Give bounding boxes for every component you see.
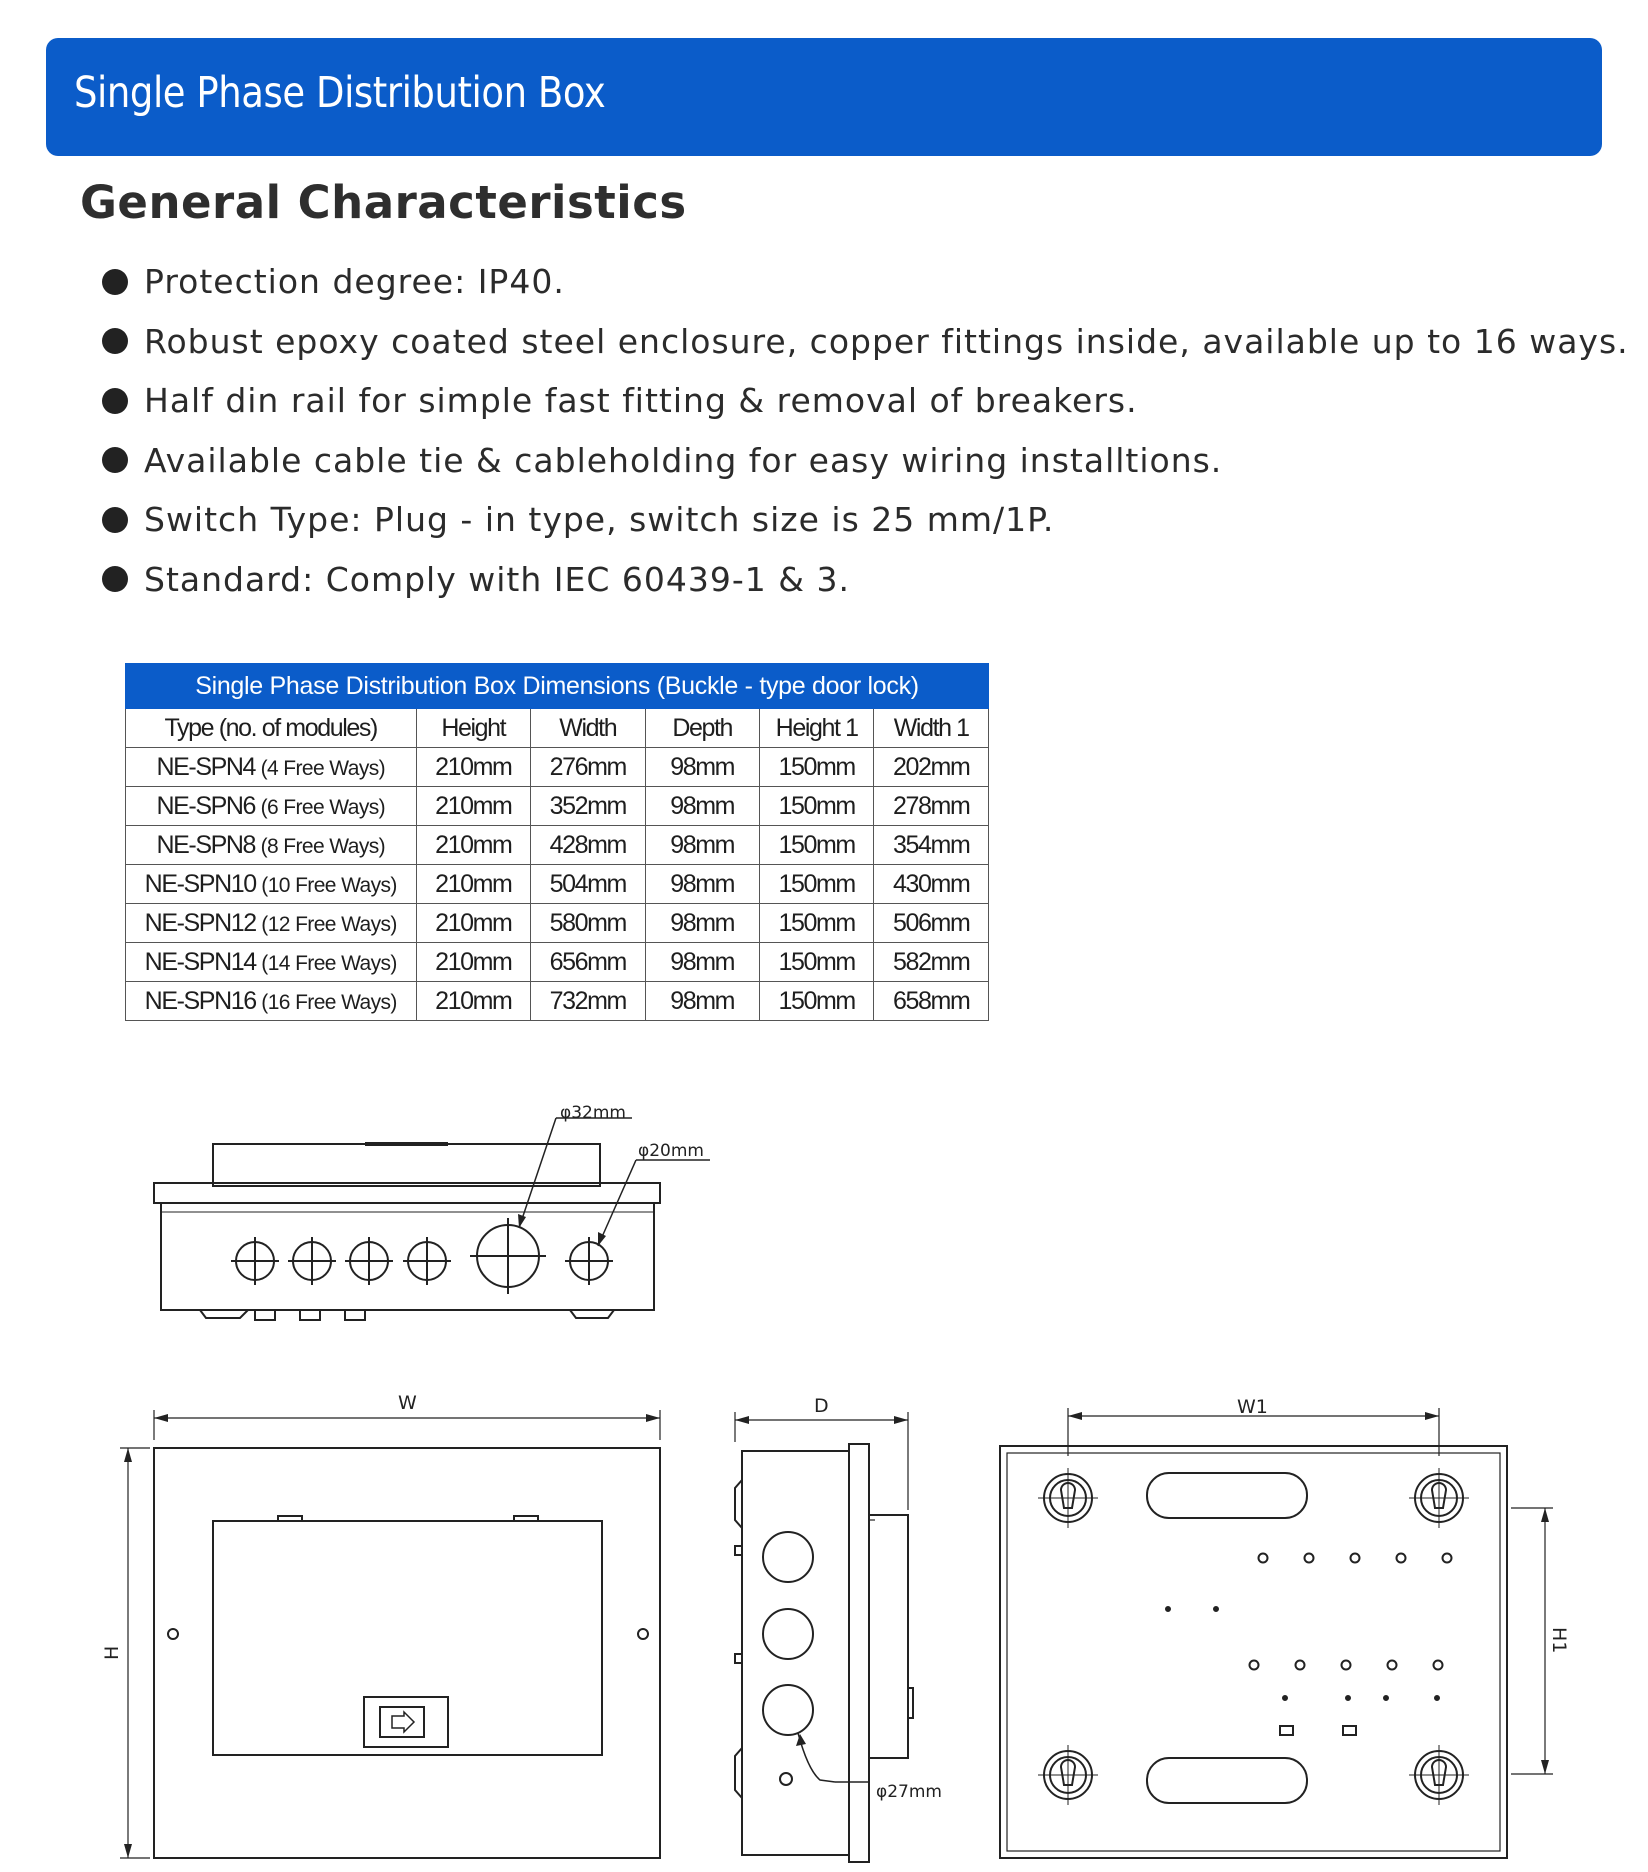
characteristic-text: Robust epoxy coated steel enclosure, copper fittings inside, available up to 16 ways. — [144, 321, 1629, 361]
width1-cell: 202mm — [874, 748, 989, 787]
height1-cell: 150mm — [759, 904, 874, 943]
type-cell: NE-SPN6 (6 Free Ways) — [126, 787, 417, 826]
height1-cell: 150mm — [759, 943, 874, 982]
type-cell: NE-SPN16 (16 Free Ways) — [126, 982, 417, 1021]
depth-cell: 98mm — [645, 982, 759, 1021]
front-view-drawing — [120, 1410, 660, 1858]
side-knockout — [763, 1609, 813, 1659]
width-cell: 732mm — [531, 982, 646, 1021]
characteristic-text: Available cable tie & cableholding for easy wiring installtions. — [144, 440, 1223, 480]
depth-cell: 98mm — [645, 787, 759, 826]
height-cell: 210mm — [416, 748, 531, 787]
keyhole-mount — [1038, 1745, 1098, 1805]
width1-cell: 582mm — [874, 943, 989, 982]
height1-cell: 150mm — [759, 982, 874, 1021]
type-cell: NE-SPN10 (10 Free Ways) — [126, 865, 417, 904]
banner-title: Single Phase Distribution Box — [74, 68, 606, 118]
type-cell: NE-SPN14 (14 Free Ways) — [126, 943, 417, 982]
height1-cell: 150mm — [759, 826, 874, 865]
height-cell: 210mm — [416, 865, 531, 904]
width-cell: 276mm — [531, 748, 646, 787]
width1-cell: 430mm — [874, 865, 989, 904]
height-cell: 210mm — [416, 943, 531, 982]
keyhole-mount — [1038, 1468, 1098, 1528]
height-cell: 210mm — [416, 982, 531, 1021]
width-cell: 580mm — [531, 904, 646, 943]
depth-cell: 98mm — [645, 826, 759, 865]
back-view-drawing — [1000, 1408, 1553, 1858]
col-header-width: Width — [531, 709, 646, 748]
characteristic-text: Switch Type: Plug - in type, switch size is 25 mm/1P. — [144, 500, 1055, 540]
width1-cell: 354mm — [874, 826, 989, 865]
dimension-w1-label: W1 — [1237, 1396, 1268, 1418]
height1-cell: 150mm — [759, 787, 874, 826]
knockout-20-label: φ20mm — [638, 1141, 704, 1161]
width-cell: 656mm — [531, 943, 646, 982]
depth-cell: 98mm — [645, 865, 759, 904]
knockout-32-label: φ32mm — [560, 1103, 626, 1123]
characteristic-text: Protection degree: IP40. — [144, 262, 565, 302]
dimension-d-label: D — [814, 1395, 829, 1417]
knockout-27-label: φ27mm — [876, 1782, 942, 1802]
dimension-h1-label: H1 — [1548, 1627, 1570, 1654]
height1-cell: 150mm — [759, 865, 874, 904]
col-header-height1: Height 1 — [759, 709, 874, 748]
dimension-h-label: H — [101, 1645, 123, 1660]
characteristic-text: Standard: Comply with IEC 60439-1 & 3. — [144, 559, 850, 599]
dimension-w-label: W — [398, 1392, 417, 1414]
height1-cell: 150mm — [759, 748, 874, 787]
type-cell: NE-SPN4 (4 Free Ways) — [126, 748, 417, 787]
type-cell: NE-SPN8 (8 Free Ways) — [126, 826, 417, 865]
keyhole-mount — [1409, 1745, 1469, 1805]
col-header-depth: Depth — [645, 709, 759, 748]
characteristic-text: Half din rail for simple fast fitting & removal of breakers. — [144, 381, 1138, 421]
table-caption: Single Phase Distribution Box Dimensions (Buckle - type door lock) — [126, 664, 989, 709]
side-knockout — [763, 1685, 813, 1735]
width1-cell: 506mm — [874, 904, 989, 943]
height-cell: 210mm — [416, 787, 531, 826]
section-title: General Characteristics — [80, 176, 687, 229]
top-view-drawing — [154, 1118, 710, 1320]
col-header-width1: Width 1 — [874, 709, 989, 748]
depth-cell: 98mm — [645, 748, 759, 787]
width1-cell: 278mm — [874, 787, 989, 826]
col-header-type: Type (no. of modules) — [126, 709, 417, 748]
type-cell: NE-SPN12 (12 Free Ways) — [126, 904, 417, 943]
height-cell: 210mm — [416, 826, 531, 865]
col-header-height: Height — [416, 709, 531, 748]
depth-cell: 98mm — [645, 943, 759, 982]
depth-cell: 98mm — [645, 904, 759, 943]
width-cell: 352mm — [531, 787, 646, 826]
width-cell: 504mm — [531, 865, 646, 904]
height-cell: 210mm — [416, 904, 531, 943]
width1-cell: 658mm — [874, 982, 989, 1021]
width-cell: 428mm — [531, 826, 646, 865]
side-knockout — [763, 1532, 813, 1582]
keyhole-mount — [1409, 1468, 1469, 1528]
